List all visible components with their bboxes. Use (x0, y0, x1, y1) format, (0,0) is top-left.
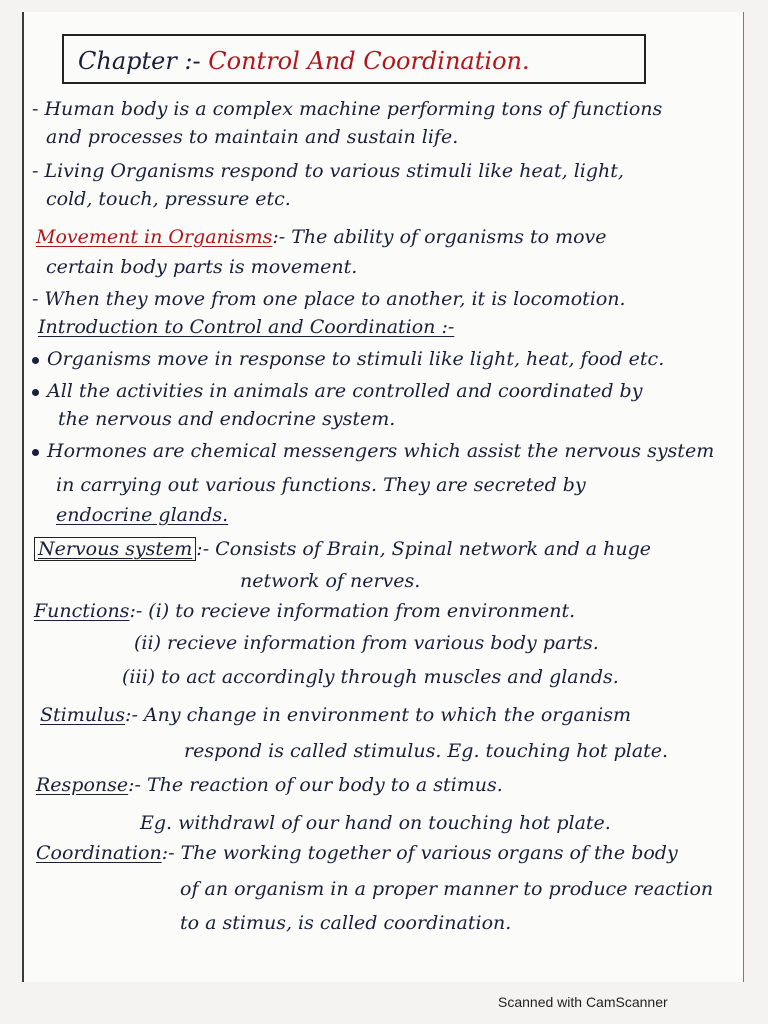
chapter-label: Chapter :- (78, 47, 201, 75)
bullet-dot (32, 389, 39, 396)
coordination-line-3: to a stimus, is called coordination. (180, 912, 512, 934)
response-heading: Response (36, 774, 129, 796)
bullet-2 (32, 380, 642, 402)
coordination-line-1 (36, 842, 678, 864)
response-line-1 (36, 774, 503, 796)
stimulus-line-1 (40, 704, 631, 726)
nervous-def: :- Consists of Brain, Spinal network and a huge (196, 538, 652, 560)
response-def: :- The reaction of our body to a stimus. (128, 774, 503, 796)
functions-item-3: (iii) to act accordingly through muscles and glands. (122, 666, 619, 688)
bullet-2-text: All the activities in animals are controlled and coordinated by (47, 380, 643, 402)
bullet-3 (32, 440, 714, 462)
camscanner-watermark: Scanned with CamScanner (498, 994, 668, 1010)
chapter-title (78, 48, 530, 74)
chapter-name: Control And Coordination. (208, 47, 530, 75)
bullet-2-cont: the nervous and endocrine system. (58, 408, 396, 430)
functions-line-1 (34, 600, 575, 622)
notebook-page (22, 12, 744, 982)
locomotion-line: - When they move from one place to another, it is locomotion. (32, 288, 626, 310)
bullet-1 (32, 348, 664, 370)
chapter-title-box (62, 34, 646, 84)
intro-line-4: cold, touch, pressure etc. (46, 188, 291, 210)
intro-line-2: and processes to maintain and sustain life. (46, 126, 459, 148)
coordination-heading: Coordination (36, 842, 162, 864)
nervous-line-1 (34, 538, 651, 560)
functions-item-1: :- (i) to recieve information from environment. (129, 600, 576, 622)
movement-line-2: certain body parts is movement. (46, 256, 358, 278)
bullet-3-text: Hormones are chemical messengers which assist the nervous system (47, 440, 715, 462)
bullet-dot (32, 449, 39, 456)
intro-heading: Introduction to Control and Coordination :- (38, 316, 455, 338)
functions-item-2: (ii) recieve information from various body parts. (134, 632, 599, 654)
movement-line-1 (36, 226, 607, 248)
functions-heading: Functions (34, 600, 130, 622)
stimulus-heading: Stimulus (40, 704, 126, 726)
nervous-line-2: network of nerves. (240, 570, 421, 592)
movement-heading: Movement in Organisms (36, 226, 273, 248)
response-line-2: Eg. withdrawl of our hand on touching hot plate. (140, 812, 611, 834)
bullet-3-cont-2: endocrine glands. (56, 504, 229, 526)
bullet-3-cont-1: in carrying out various functions. They are secreted by (56, 474, 586, 496)
coordination-line-2: of an organism in a proper manner to produce reaction (180, 878, 714, 900)
coordination-def: :- The working together of various organs of the body (161, 842, 678, 864)
bullet-1-text: Organisms move in response to stimuli like light, heat, food etc. (47, 348, 665, 370)
intro-line-3: - Living Organisms respond to various stimuli like heat, light, (32, 160, 624, 182)
nervous-heading: Nervous system (34, 537, 196, 561)
stimulus-line-2: respond is called stimulus. Eg. touching hot plate. (184, 740, 669, 762)
bullet-dot (32, 357, 39, 364)
movement-def: :- The ability of organisms to move (272, 226, 607, 248)
intro-line-1: - Human body is a complex machine performing tons of functions (32, 98, 663, 120)
stimulus-def: :- Any change in environment to which the organism (125, 704, 631, 726)
